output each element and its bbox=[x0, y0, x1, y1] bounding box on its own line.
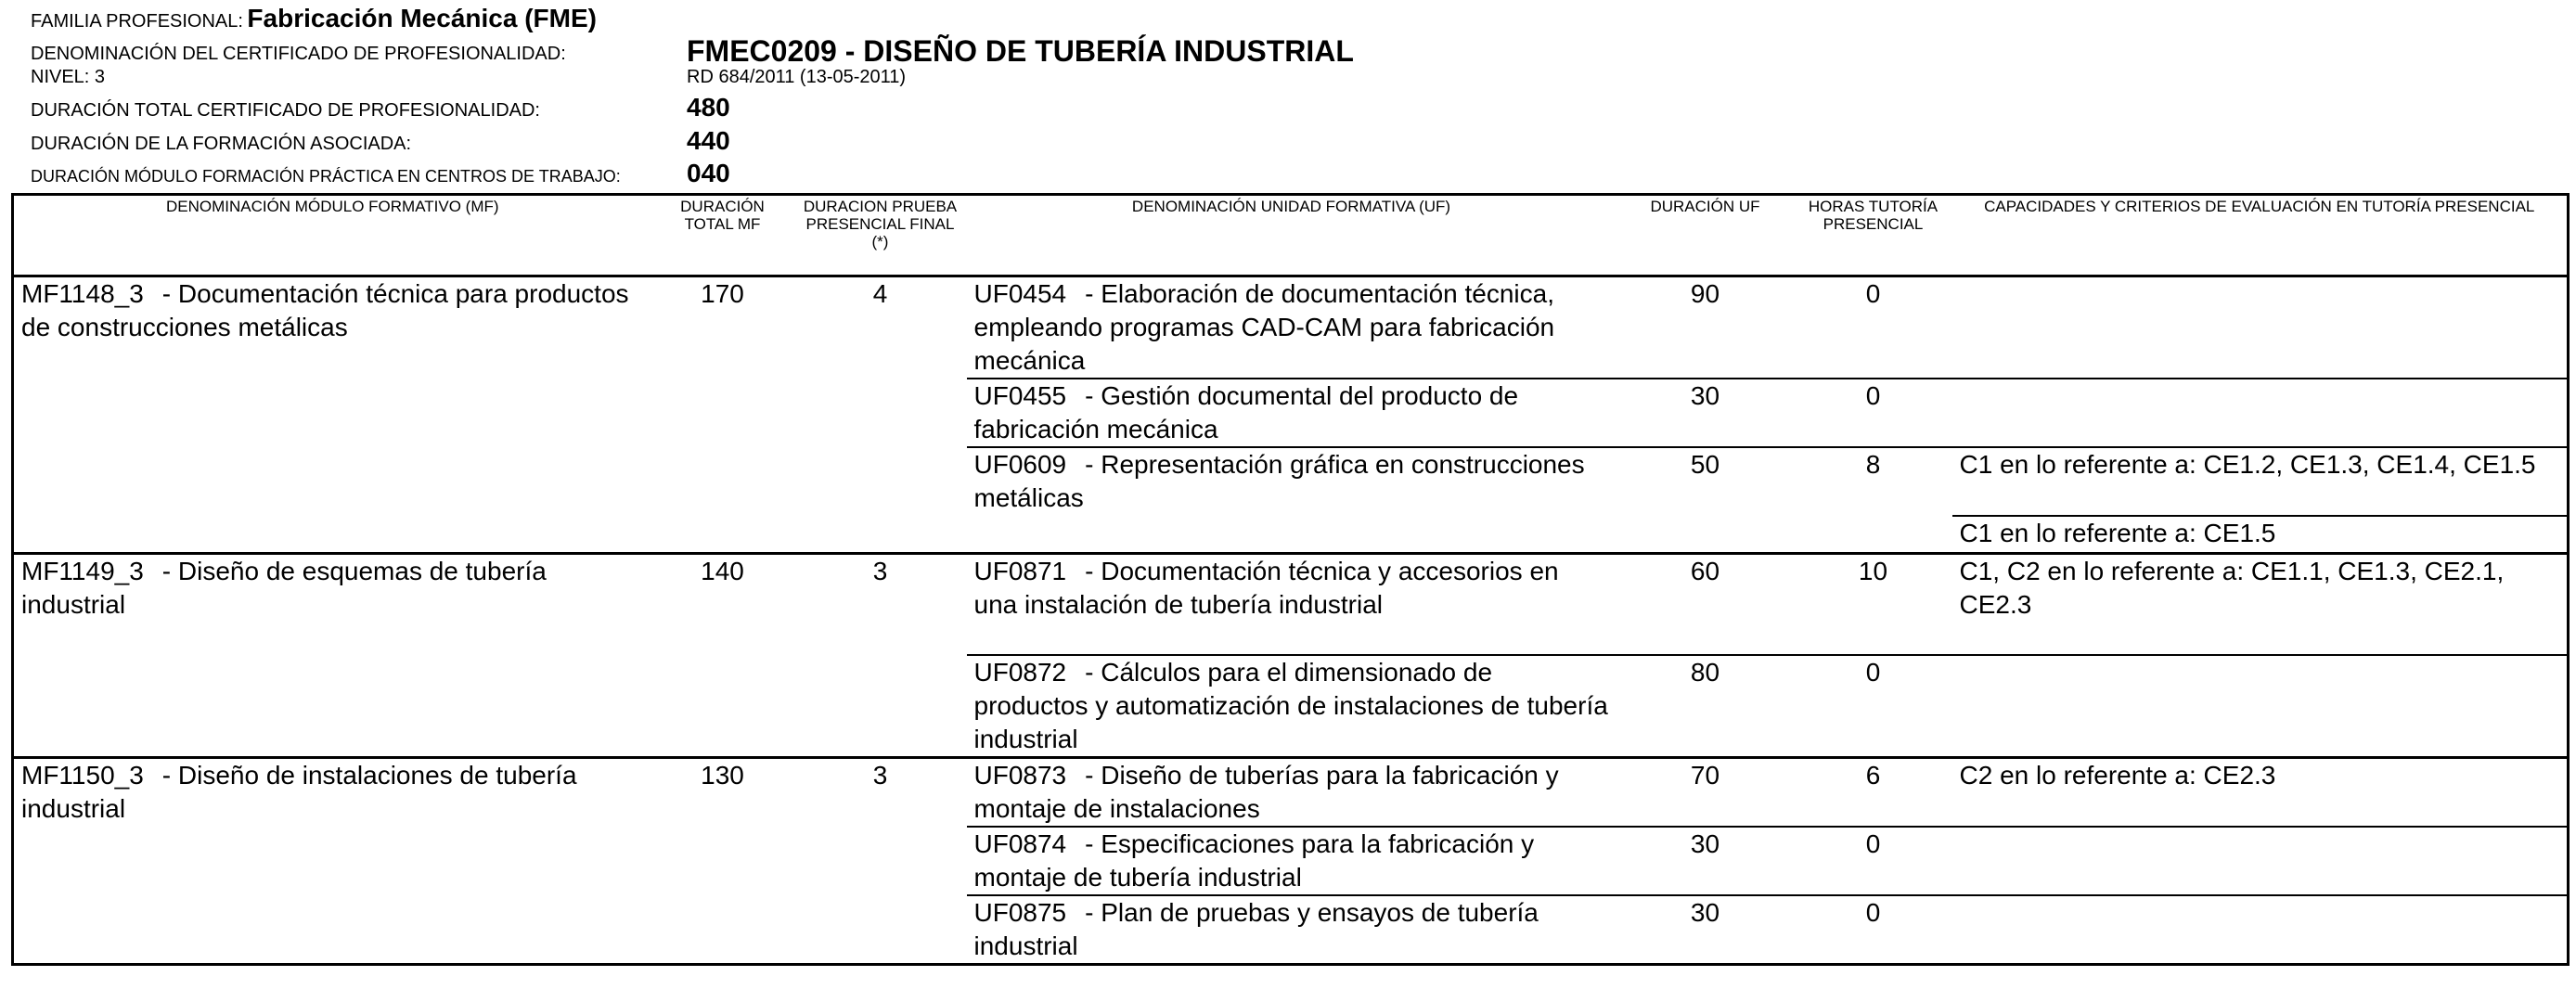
module-name: - Diseño de instalaciones de tubería industrial bbox=[21, 761, 577, 823]
familia-line bbox=[31, 6, 597, 32]
col-header-duracion-uf: DURACIÓN UF bbox=[1650, 198, 1760, 215]
uf-capacidades bbox=[1952, 379, 2569, 447]
uf-duracion: 30 bbox=[1616, 827, 1795, 895]
familia-value: Fabricación Mecánica (FME) bbox=[247, 4, 597, 32]
uf-code: UF0872 bbox=[973, 658, 1067, 687]
uf-name: - Cálculos para el dimensionado de productos y automatización de instalaciones de tubería industrial bbox=[973, 658, 1608, 753]
uf-cell bbox=[967, 758, 1616, 828]
uf-cell bbox=[967, 655, 1616, 758]
module-cell bbox=[13, 758, 651, 965]
uf-duracion: 50 bbox=[1616, 447, 1795, 553]
uf-code: UF0454 bbox=[973, 279, 1067, 308]
module-cell bbox=[13, 276, 651, 554]
uf-code: UF0875 bbox=[973, 898, 1067, 927]
uf-duracion: 70 bbox=[1690, 761, 1720, 790]
uf-tutoria: 0 bbox=[1795, 655, 1952, 758]
uf-name: - Elaboración de documentación técnica, empleando programas CAD-CAM para fabricación mecánica bbox=[973, 279, 1555, 375]
familia-label: FAMILIA PROFESIONAL: bbox=[31, 11, 243, 32]
duracion-practica-label: DURACIÓN MÓDULO FORMACIÓN PRÁCTICA EN CENTROS DE TRABAJO: bbox=[31, 167, 621, 186]
uf-tutoria: 8 bbox=[1795, 447, 1952, 553]
uf-name: - Especificaciones para la fabricación y montaje de tubería industrial bbox=[973, 829, 1535, 892]
uf-code: UF0871 bbox=[973, 556, 1067, 585]
module-name: - Diseño de esquemas de tubería industrial bbox=[21, 556, 547, 619]
uf-tutoria: 10 bbox=[1858, 556, 1888, 585]
module-total: 130 bbox=[701, 761, 744, 790]
module-prueba: 3 bbox=[872, 556, 888, 585]
certificate-title: FMEC0209 - DISEÑO DE TUBERÍA INDUSTRIAL bbox=[687, 34, 1354, 68]
module-name: - Documentación técnica para productos de construcciones metálicas bbox=[21, 279, 629, 341]
modules-table bbox=[11, 193, 2570, 966]
uf-tutoria: 0 bbox=[1865, 279, 1881, 308]
module-total: 170 bbox=[701, 279, 744, 308]
table-row bbox=[13, 276, 2569, 379]
uf-duracion: 90 bbox=[1690, 279, 1720, 308]
uf-capacidades bbox=[1952, 655, 2569, 758]
duracion-practica-value: 040 bbox=[687, 159, 730, 187]
uf-capacidades bbox=[1952, 827, 2569, 895]
table-row bbox=[13, 553, 2569, 655]
uf-cell bbox=[967, 827, 1616, 895]
uf-capacidades: C1 en lo referente a: CE1.2, CE1.3, CE1.4, CE1.5 bbox=[1952, 447, 2569, 516]
uf-code: UF0455 bbox=[973, 381, 1067, 410]
nivel-label: NIVEL: 3 bbox=[31, 67, 106, 87]
uf-tutoria: 6 bbox=[1865, 761, 1881, 790]
uf-duracion: 60 bbox=[1690, 556, 1720, 585]
uf-cell bbox=[967, 276, 1616, 379]
duracion-formacion-value: 440 bbox=[687, 126, 730, 155]
uf-capacidades-extra: C1 en lo referente a: CE1.5 bbox=[1952, 516, 2569, 553]
uf-cell bbox=[967, 379, 1616, 447]
module-prueba: 3 bbox=[872, 761, 888, 790]
uf-name: - Diseño de tuberías para la fabricación y montaje de instalaciones bbox=[973, 761, 1559, 823]
uf-tutoria: 0 bbox=[1795, 379, 1952, 447]
uf-tutoria: 0 bbox=[1795, 827, 1952, 895]
uf-duracion: 30 bbox=[1616, 895, 1795, 965]
duracion-total-label: DURACIÓN TOTAL CERTIFICADO DE PROFESIONALIDAD: bbox=[31, 100, 540, 121]
uf-code: UF0873 bbox=[973, 761, 1067, 790]
uf-name: - Gestión documental del producto de fabricación mecánica bbox=[973, 381, 1519, 443]
module-cell bbox=[13, 553, 651, 758]
uf-name: - Plan de pruebas y ensayos de tubería industrial bbox=[973, 898, 1539, 960]
uf-cell bbox=[967, 553, 1616, 655]
col-header-mf: DENOMINACIÓN MÓDULO FORMATIVO (MF) bbox=[165, 198, 499, 215]
uf-cell bbox=[967, 895, 1616, 965]
uf-name: - Documentación técnica y accesorios en una instalación de tubería industrial bbox=[973, 556, 1559, 619]
uf-capacidades: C1, C2 en lo referente a: CE1.1, CE1.3, CE2.1, CE2.3 bbox=[1959, 556, 2505, 619]
module-total: 140 bbox=[701, 556, 744, 585]
col-header-prueba: DURACION PRUEBA PRESENCIAL FINAL (*) bbox=[803, 198, 958, 250]
table-header-row bbox=[13, 195, 2569, 276]
col-header-tutoria: HORAS TUTORÍA PRESENCIAL bbox=[1808, 198, 1938, 233]
uf-cell bbox=[967, 447, 1616, 553]
uf-name: - Representación gráfica en construcciones metálicas bbox=[973, 450, 1585, 512]
uf-duracion: 30 bbox=[1616, 379, 1795, 447]
module-code: MF1148_3 bbox=[21, 279, 144, 308]
uf-duracion: 80 bbox=[1616, 655, 1795, 758]
uf-capacidades bbox=[1952, 276, 2569, 379]
uf-capacidades: C2 en lo referente a: CE2.3 bbox=[1959, 761, 2276, 790]
denominacion-label: DENOMINACIÓN DEL CERTIFICADO DE PROFESIONALIDAD: bbox=[31, 44, 566, 64]
module-code: MF1149_3 bbox=[21, 556, 144, 585]
col-header-capacidades: CAPACIDADES Y CRITERIOS DE EVALUACIÓN EN TUTORÍA PRESENCIAL bbox=[1984, 198, 2535, 215]
col-header-uf: DENOMINACIÓN UNIDAD FORMATIVA (UF) bbox=[1131, 198, 1451, 215]
table-row bbox=[13, 758, 2569, 828]
uf-code: UF0609 bbox=[973, 450, 1067, 479]
uf-tutoria: 0 bbox=[1795, 895, 1952, 965]
rd-value: RD 684/2011 (13-05-2011) bbox=[687, 67, 907, 87]
uf-capacidades bbox=[1952, 895, 2569, 965]
module-code: MF1150_3 bbox=[21, 761, 144, 790]
uf-code: UF0874 bbox=[973, 829, 1067, 858]
module-prueba: 4 bbox=[872, 279, 888, 308]
duracion-formacion-label: DURACIÓN DE LA FORMACIÓN ASOCIADA: bbox=[31, 134, 412, 154]
col-header-total-mf: DURACIÓN TOTAL MF bbox=[680, 198, 765, 233]
duracion-total-value: 480 bbox=[687, 93, 730, 122]
